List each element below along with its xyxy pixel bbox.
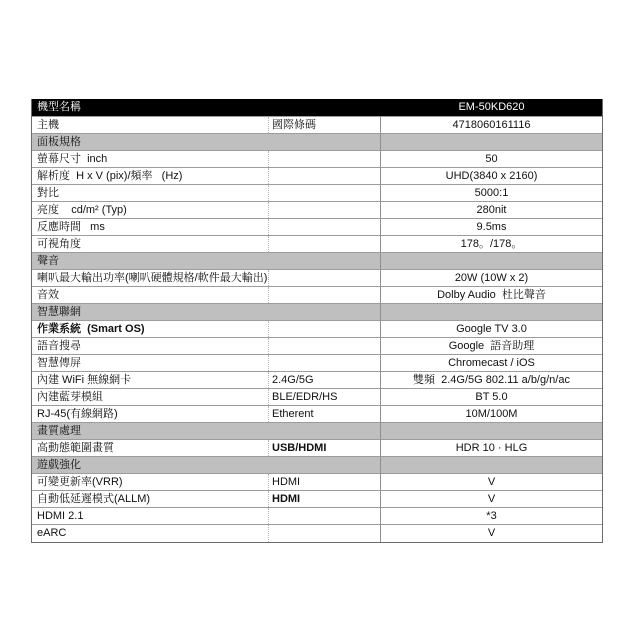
spec-value: 9.5ms [476, 221, 507, 233]
spec-sub [269, 151, 381, 167]
spec-row [32, 270, 602, 287]
spec-sub [269, 508, 381, 524]
spec-label: 作業系統 (Smart OS) [32, 321, 269, 337]
spec-row [32, 117, 602, 134]
section-label: 畫質處理 [32, 423, 381, 439]
spec-row [32, 321, 602, 338]
spec-value: 178。/178。 [460, 238, 523, 250]
spec-value: Dolby Audio 杜比聲音 [437, 289, 546, 301]
section-label: 智慧聯網 [32, 304, 381, 320]
spec-value: V [487, 527, 496, 539]
spec-sub: 2.4G/5G [269, 372, 381, 388]
spec-row [32, 219, 602, 236]
spec-label: 語音搜尋 [32, 338, 269, 354]
spec-sub [269, 270, 381, 286]
spec-value: 4718060161116 [452, 119, 531, 131]
spec-value: V [487, 476, 496, 488]
spec-rows [32, 117, 602, 542]
spec-value: HDR 10 · HLG [455, 442, 528, 454]
spec-value: Chromecast / iOS [448, 357, 535, 369]
spec-value: 5000:1 [474, 187, 509, 199]
spec-label: 解析度 H x V (pix)/頻率 (Hz) [32, 168, 269, 184]
spec-row [32, 474, 602, 491]
spec-value: 雙頻 2.4G/5G 802.11 a/b/g/n/ac [413, 374, 570, 386]
section-row [32, 423, 602, 440]
spec-value: Google 語音助理 [448, 340, 535, 352]
spec-row [32, 151, 602, 168]
spec-label: eARC [32, 525, 269, 542]
spec-table [31, 99, 603, 543]
spec-value: 280nit [476, 204, 507, 216]
spec-sub [269, 202, 381, 218]
section-spacer [381, 253, 602, 269]
spec-row [32, 491, 602, 508]
spec-value: *3 [486, 510, 497, 522]
section-spacer [381, 304, 602, 320]
spec-label: 高動態範圍畫質 [32, 440, 269, 456]
section-label: 面板規格 [32, 134, 381, 150]
spec-label: 反應時間 ms [32, 219, 269, 235]
spec-label: 喇叭最大輸出功率(喇叭硬體規格/軟件最大輸出) [32, 270, 269, 286]
section-row [32, 134, 602, 151]
spec-sub [269, 236, 381, 252]
spec-label: 可視角度 [32, 236, 269, 252]
spec-label: HDMI 2.1 [32, 508, 269, 524]
spec-sub [269, 321, 381, 337]
spec-label: 主機 [32, 117, 269, 133]
spec-row [32, 508, 602, 525]
spec-label: 音效 [32, 287, 269, 303]
spec-label: 螢幕尺寸 inch [32, 151, 269, 167]
spec-row [32, 355, 602, 372]
spec-sub [269, 287, 381, 303]
section-row [32, 304, 602, 321]
spec-sub [269, 525, 381, 542]
spec-sub: BLE/EDR/HS [269, 389, 381, 405]
spec-label: 對比 [32, 185, 269, 201]
spec-row [32, 185, 602, 202]
spec-label: 內建藍芽模組 [32, 389, 269, 405]
spec-sub: Etherent [269, 406, 381, 422]
spec-label: 自動低延遲模式(ALLM) [32, 491, 269, 507]
section-spacer [381, 423, 602, 439]
spec-label: 亮度 cd/m² (Typ) [32, 202, 269, 218]
section-label: 遊戲強化 [32, 457, 381, 473]
spec-sub: 國際條碼 [269, 117, 381, 133]
spec-sub [269, 338, 381, 354]
spec-sub [269, 168, 381, 184]
spec-sub [269, 219, 381, 235]
spec-sub: HDMI [269, 491, 381, 507]
spec-value: BT 5.0 [475, 391, 508, 403]
section-spacer [381, 134, 602, 150]
spec-sub: HDMI [269, 474, 381, 490]
spec-sub [269, 355, 381, 371]
spec-row [32, 440, 602, 457]
section-spacer [381, 457, 602, 473]
spec-value: 10M/100M [465, 408, 518, 420]
spec-label: 內建 WiFi 無線網卡 [32, 372, 269, 388]
section-row [32, 457, 602, 474]
spec-value: Google TV 3.0 [456, 323, 527, 335]
spec-sub [269, 185, 381, 201]
spec-row [32, 202, 602, 219]
section-label: 聲音 [32, 253, 381, 269]
spec-label: 智慧傳屏 [32, 355, 269, 371]
section-row [32, 253, 602, 270]
spec-value: V [487, 493, 496, 505]
spec-value: 50 [485, 153, 498, 165]
spec-value: UHD(3840 x 2160) [445, 170, 538, 182]
header-model-name-label: 機型名稱 [37, 101, 81, 113]
spec-row [32, 168, 602, 185]
spec-value: 20W (10W x 2) [454, 272, 529, 284]
spec-row [32, 525, 602, 542]
spec-label: RJ-45(有線網路) [32, 406, 269, 422]
spec-row [32, 389, 602, 406]
spec-label: 可變更新率(VRR) [32, 474, 269, 490]
spec-sub: USB/HDMI [269, 440, 381, 456]
spec-row [32, 372, 602, 389]
table-header-row [32, 99, 602, 117]
header-model-number: EM-50KD620 [458, 101, 525, 113]
spec-row [32, 236, 602, 253]
spec-row [32, 287, 602, 304]
spec-row [32, 406, 602, 423]
spec-row [32, 338, 602, 355]
